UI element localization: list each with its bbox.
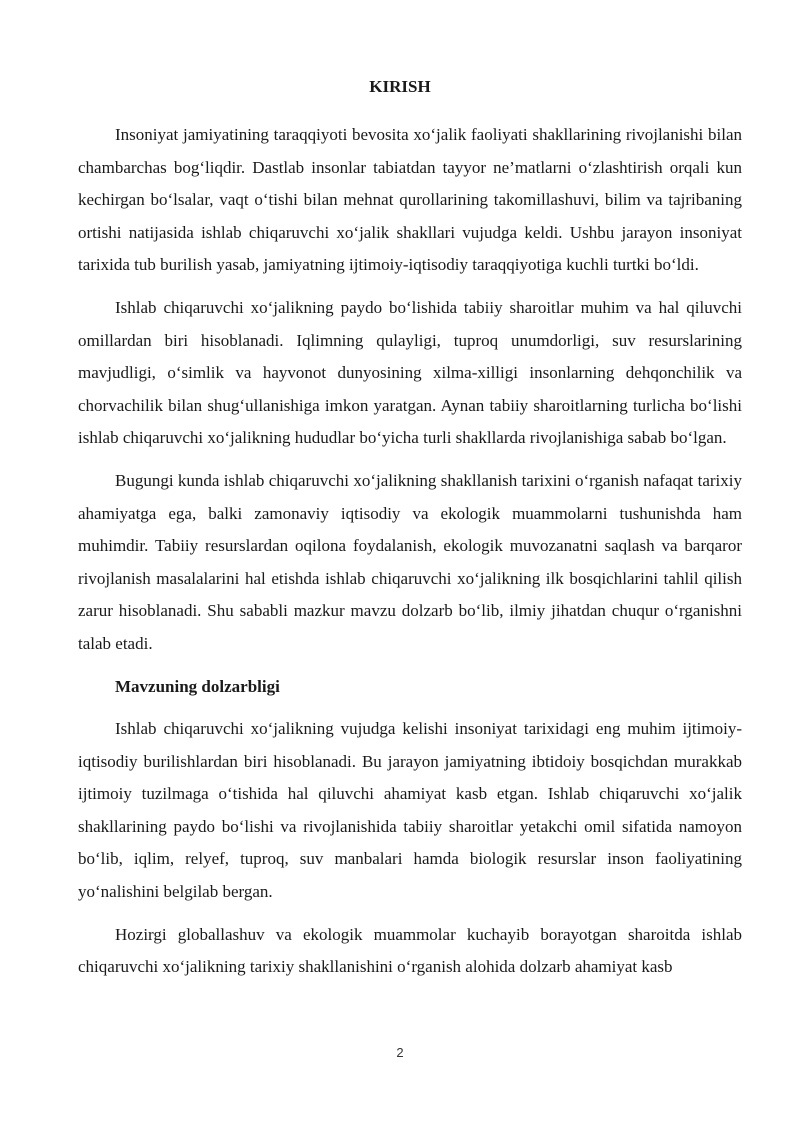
paragraph: Insoniyat jamiyatining taraqqiyoti bevosita xo‘jalik faoliyati shakllarining rivojlanishi bilan chambarchas bog‘liqdir. Dastlab insonlar tabiatdan tayyor ne’matlarni o‘zlashtirish orqali kun kechirgan bo‘lsalar, vaqt o‘tishi bilan mehnat qurollarining takomillashuvi, bilim va tajribaning ortishi natijasida ishlab chiqaruvchi xo‘jalik shakllari vujudga keldi. Ushbu jarayon insoniyat tarixida tub burilish yasab, jamiyatning ijtimoiy-iqtisodiy taraqqiyotiga kuchli turtki bo‘ldi. bbox=[78, 125, 742, 275]
document-body bbox=[78, 119, 742, 994]
page-number: 2 bbox=[396, 1045, 404, 1060]
paragraph: Hozirgi globallashuv va ekologik muammolar kuchayib borayotgan sharoitda ishlab chiqaruvchi xo‘jalikning tarixiy shakllanishini o‘rganish alohida dolzarb ahamiyat kasb bbox=[78, 924, 742, 977]
section-heading: Mavzuning dolzarbligi bbox=[115, 676, 280, 696]
paragraph: Bugungi kunda ishlab chiqaruvchi xo‘jalikning shakllanish tarixini o‘rganish nafaqat tarixiy ahamiyatga ega, balki zamonaviy iqtisodiy va ekologik muammolarni tushunishda ham muhimdir. Tabiiy resurslardan oqilona foydalanish, ekologik muvozanatni saqlash va barqaror rivojlanish masalalarini hal etishda ishlab chiqaruvchi xo‘jalikning ilk bosqichlarini tahlil qilish zarur hisoblanadi. Shu sababli mazkur mavzu dolzarb bo‘lib, ilmiy jihatdan chuqur o‘rganishni talab etadi. bbox=[78, 470, 742, 653]
paragraph: Ishlab chiqaruvchi xo‘jalikning vujudga kelishi insoniyat tarixidagi eng muhim ijtimoiy-iqtisodiy burilishlardan biri hisoblanadi. Bu jarayon jamiyatning ibtidoiy bosqichdan murakkab ijtimoiy tuzilmaga o‘tishida hal qiluvchi ahamiyat kasb etgan. Ishlab chiqaruvchi xo‘jalik shakllarining paydo bo‘lishi va rivojlanishida tabiiy sharoitlar yetakchi omil sifatida namoyon bo‘lib, iqlim, relyef, tuproq, suv manbalari hamda biologik resurslar inson faoliyatining yo‘nalishini belgilab bergan. bbox=[78, 719, 742, 902]
paragraph: Ishlab chiqaruvchi xo‘jalikning paydo bo‘lishida tabiiy sharoitlar muhim va hal qiluvchi omillardan biri hisoblanadi. Iqlimning qulayligi, tuproq unumdorligi, suv resurslarining mavjudligi, o‘simlik va hayvonot dunyosining xilma-xilligi insonlarning dehqonchilik va chorvachilik bilan shug‘ullanishiga imkon yaratgan. Aynan tabiiy sharoitlarning turlicha bo‘lishi ishlab chiqaruvchi xo‘jalikning hududlar bo‘yicha turli shakllarda rivojlanishiga sabab bo‘lgan. bbox=[78, 297, 742, 448]
page-title: KIRISH bbox=[369, 77, 431, 96]
